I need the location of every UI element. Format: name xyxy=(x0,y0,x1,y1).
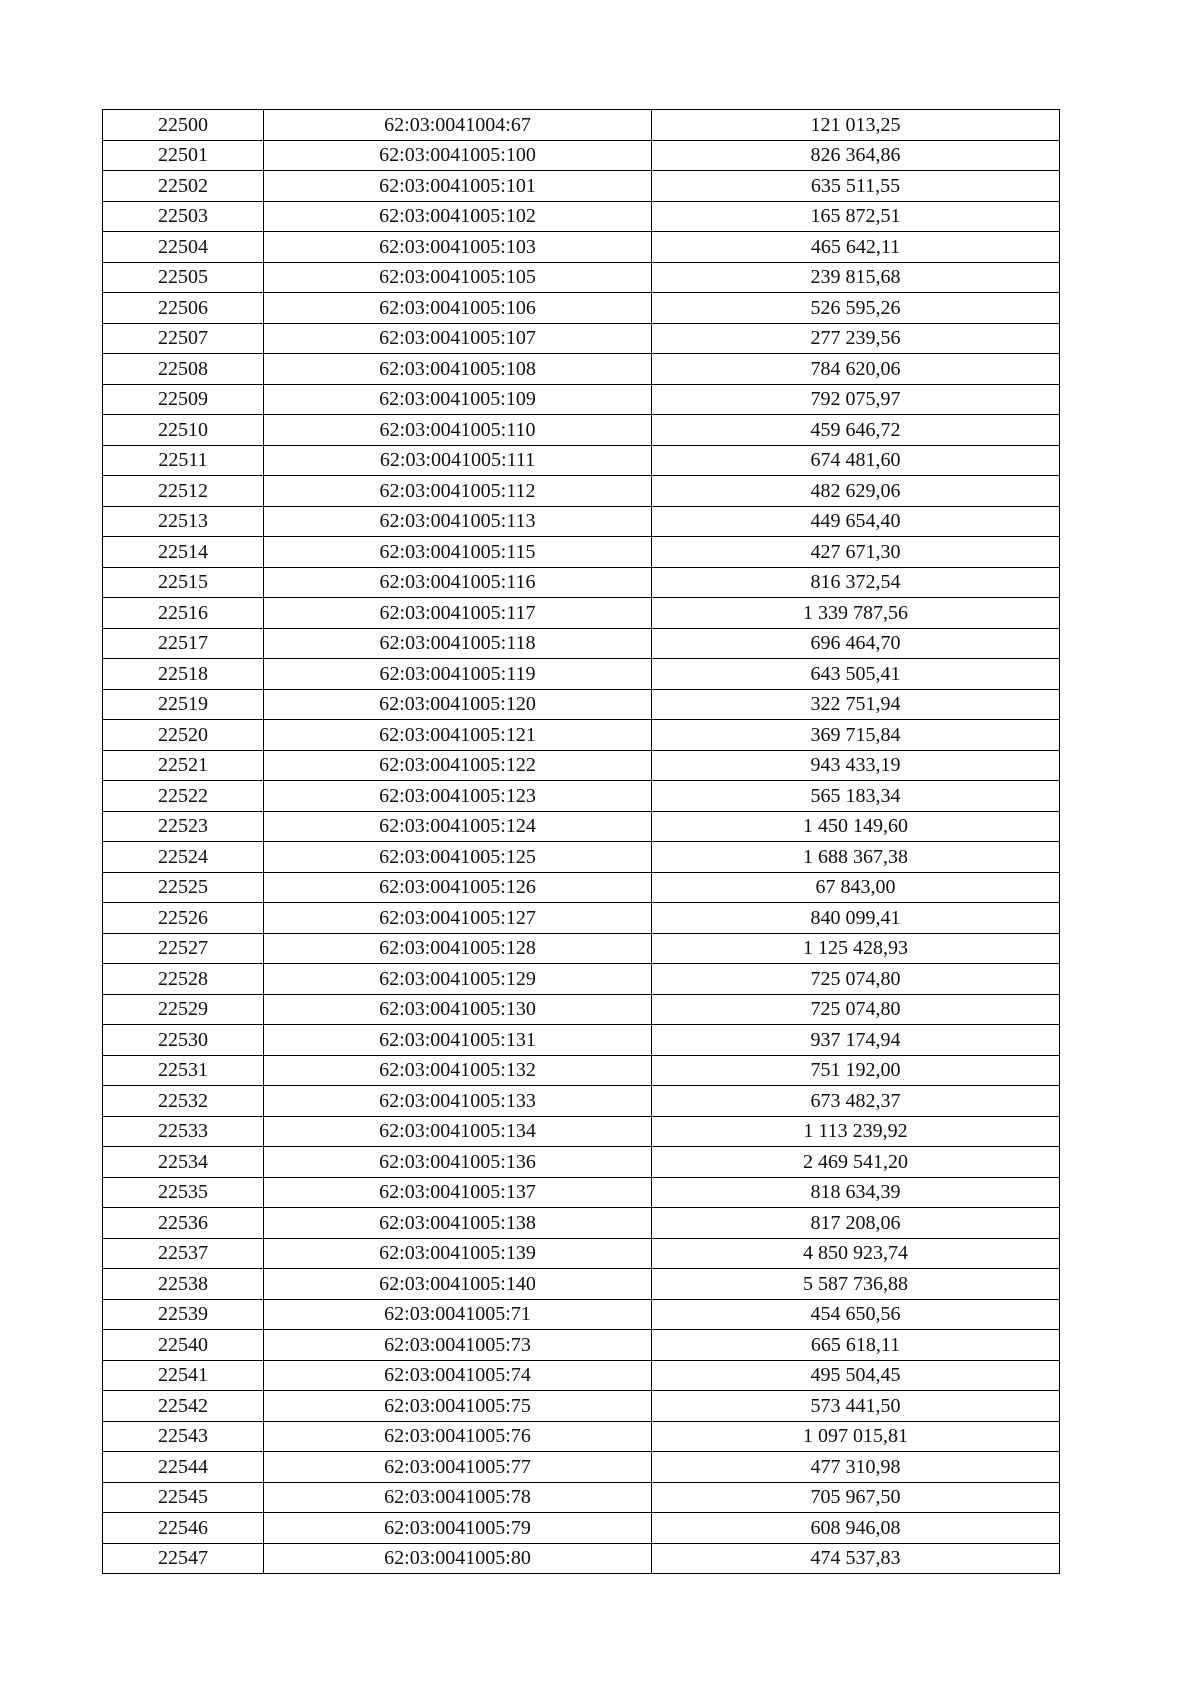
cadastral-value-cell: 165 872,51 xyxy=(652,201,1060,232)
cadastral-number-cell: 62:03:0041005:117 xyxy=(264,598,652,629)
table-row xyxy=(103,110,1060,141)
table-row xyxy=(103,1269,1060,1300)
row-number-cell: 22515 xyxy=(103,567,264,598)
table-row xyxy=(103,1208,1060,1239)
cadastral-value-cell: 477 310,98 xyxy=(652,1452,1060,1483)
row-number-cell: 22504 xyxy=(103,232,264,263)
cadastral-number-cell: 62:03:0041005:138 xyxy=(264,1208,652,1239)
table-row xyxy=(103,994,1060,1025)
row-number-cell: 22507 xyxy=(103,323,264,354)
row-number-cell: 22537 xyxy=(103,1238,264,1269)
table-row xyxy=(103,1513,1060,1544)
cadastral-number-cell: 62:03:0041005:126 xyxy=(264,872,652,903)
row-number-cell: 22524 xyxy=(103,842,264,873)
cadastral-value-cell: 608 946,08 xyxy=(652,1513,1060,1544)
cadastral-number-cell: 62:03:0041005:127 xyxy=(264,903,652,934)
cadastral-number-cell: 62:03:0041005:103 xyxy=(264,232,652,263)
cadastral-value-cell: 635 511,55 xyxy=(652,171,1060,202)
cadastral-number-cell: 62:03:0041005:133 xyxy=(264,1086,652,1117)
cadastral-number-cell: 62:03:0041005:136 xyxy=(264,1147,652,1178)
cadastral-number-cell: 62:03:0041005:119 xyxy=(264,659,652,690)
cadastral-number-cell: 62:03:0041005:80 xyxy=(264,1543,652,1574)
row-number-cell: 22529 xyxy=(103,994,264,1025)
row-number-cell: 22512 xyxy=(103,476,264,507)
row-number-cell: 22541 xyxy=(103,1360,264,1391)
row-number-cell: 22530 xyxy=(103,1025,264,1056)
cadastral-value-cell: 239 815,68 xyxy=(652,262,1060,293)
table-row xyxy=(103,720,1060,751)
cadastral-value-cell: 67 843,00 xyxy=(652,872,1060,903)
cadastral-value-cell: 459 646,72 xyxy=(652,415,1060,446)
cadastral-value-cell: 643 505,41 xyxy=(652,659,1060,690)
cadastral-value-cell: 482 629,06 xyxy=(652,476,1060,507)
cadastral-number-cell: 62:03:0041005:137 xyxy=(264,1177,652,1208)
table-row xyxy=(103,781,1060,812)
cadastral-value-cell: 937 174,94 xyxy=(652,1025,1060,1056)
cadastral-number-cell: 62:03:0041005:74 xyxy=(264,1360,652,1391)
table-row xyxy=(103,262,1060,293)
row-number-cell: 22536 xyxy=(103,1208,264,1239)
table-row xyxy=(103,659,1060,690)
cadastral-number-cell: 62:03:0041005:79 xyxy=(264,1513,652,1544)
cadastral-number-cell: 62:03:0041005:78 xyxy=(264,1482,652,1513)
table-row xyxy=(103,1025,1060,1056)
cadastral-number-cell: 62:03:0041005:77 xyxy=(264,1452,652,1483)
cadastral-number-cell: 62:03:0041005:100 xyxy=(264,140,652,171)
table-row xyxy=(103,811,1060,842)
row-number-cell: 22546 xyxy=(103,1513,264,1544)
cadastral-number-cell: 62:03:0041005:109 xyxy=(264,384,652,415)
cadastral-number-cell: 62:03:0041005:111 xyxy=(264,445,652,476)
table-row xyxy=(103,903,1060,934)
cadastral-number-cell: 62:03:0041005:106 xyxy=(264,293,652,324)
row-number-cell: 22509 xyxy=(103,384,264,415)
row-number-cell: 22538 xyxy=(103,1269,264,1300)
table-row xyxy=(103,628,1060,659)
row-number-cell: 22502 xyxy=(103,171,264,202)
row-number-cell: 22505 xyxy=(103,262,264,293)
cadastral-number-cell: 62:03:0041005:125 xyxy=(264,842,652,873)
row-number-cell: 22527 xyxy=(103,933,264,964)
cadastral-value-table xyxy=(102,109,1060,1574)
table-body xyxy=(103,110,1060,1574)
row-number-cell: 22545 xyxy=(103,1482,264,1513)
cadastral-number-cell: 62:03:0041005:120 xyxy=(264,689,652,720)
table-row xyxy=(103,964,1060,995)
row-number-cell: 22547 xyxy=(103,1543,264,1574)
cadastral-value-cell: 792 075,97 xyxy=(652,384,1060,415)
cadastral-value-cell: 526 595,26 xyxy=(652,293,1060,324)
cadastral-value-cell: 943 433,19 xyxy=(652,750,1060,781)
row-number-cell: 22528 xyxy=(103,964,264,995)
row-number-cell: 22523 xyxy=(103,811,264,842)
table-row xyxy=(103,1452,1060,1483)
cadastral-value-cell: 449 654,40 xyxy=(652,506,1060,537)
cadastral-value-cell: 1 113 239,92 xyxy=(652,1116,1060,1147)
row-number-cell: 22542 xyxy=(103,1391,264,1422)
row-number-cell: 22544 xyxy=(103,1452,264,1483)
table-row xyxy=(103,689,1060,720)
row-number-cell: 22506 xyxy=(103,293,264,324)
cadastral-number-cell: 62:03:0041005:130 xyxy=(264,994,652,1025)
row-number-cell: 22520 xyxy=(103,720,264,751)
table-row xyxy=(103,842,1060,873)
table-row xyxy=(103,1421,1060,1452)
cadastral-number-cell: 62:03:0041005:123 xyxy=(264,781,652,812)
table-row xyxy=(103,1055,1060,1086)
row-number-cell: 22543 xyxy=(103,1421,264,1452)
table-row xyxy=(103,506,1060,537)
table-row xyxy=(103,1147,1060,1178)
cadastral-value-cell: 751 192,00 xyxy=(652,1055,1060,1086)
cadastral-number-cell: 62:03:0041005:75 xyxy=(264,1391,652,1422)
table-row xyxy=(103,445,1060,476)
table-row xyxy=(103,354,1060,385)
cadastral-value-cell: 565 183,34 xyxy=(652,781,1060,812)
cadastral-value-cell: 322 751,94 xyxy=(652,689,1060,720)
cadastral-value-cell: 474 537,83 xyxy=(652,1543,1060,1574)
table-row xyxy=(103,1086,1060,1117)
cadastral-number-cell: 62:03:0041005:71 xyxy=(264,1299,652,1330)
table-row xyxy=(103,1299,1060,1330)
row-number-cell: 22518 xyxy=(103,659,264,690)
cadastral-number-cell: 62:03:0041005:112 xyxy=(264,476,652,507)
cadastral-number-cell: 62:03:0041005:118 xyxy=(264,628,652,659)
row-number-cell: 22522 xyxy=(103,781,264,812)
cadastral-value-cell: 826 364,86 xyxy=(652,140,1060,171)
row-number-cell: 22508 xyxy=(103,354,264,385)
cadastral-value-cell: 673 482,37 xyxy=(652,1086,1060,1117)
table-row xyxy=(103,1238,1060,1269)
cadastral-value-cell: 1 450 149,60 xyxy=(652,811,1060,842)
cadastral-value-cell: 674 481,60 xyxy=(652,445,1060,476)
table-row xyxy=(103,598,1060,629)
cadastral-value-cell: 1 688 367,38 xyxy=(652,842,1060,873)
table-row xyxy=(103,1543,1060,1574)
cadastral-value-cell: 277 239,56 xyxy=(652,323,1060,354)
table-row xyxy=(103,1116,1060,1147)
cadastral-number-cell: 62:03:0041005:132 xyxy=(264,1055,652,1086)
cadastral-number-cell: 62:03:0041005:107 xyxy=(264,323,652,354)
table-row xyxy=(103,232,1060,263)
row-number-cell: 22500 xyxy=(103,110,264,141)
cadastral-value-cell: 369 715,84 xyxy=(652,720,1060,751)
table-row xyxy=(103,201,1060,232)
row-number-cell: 22503 xyxy=(103,201,264,232)
cadastral-number-cell: 62:03:0041005:101 xyxy=(264,171,652,202)
table-row xyxy=(103,323,1060,354)
cadastral-value-cell: 495 504,45 xyxy=(652,1360,1060,1391)
cadastral-number-cell: 62:03:0041005:115 xyxy=(264,537,652,568)
cadastral-value-cell: 840 099,41 xyxy=(652,903,1060,934)
table-row xyxy=(103,750,1060,781)
cadastral-value-cell: 4 850 923,74 xyxy=(652,1238,1060,1269)
row-number-cell: 22531 xyxy=(103,1055,264,1086)
cadastral-value-cell: 5 587 736,88 xyxy=(652,1269,1060,1300)
cadastral-number-cell: 62:03:0041005:121 xyxy=(264,720,652,751)
row-number-cell: 22514 xyxy=(103,537,264,568)
row-number-cell: 22511 xyxy=(103,445,264,476)
cadastral-value-cell: 817 208,06 xyxy=(652,1208,1060,1239)
table-row xyxy=(103,171,1060,202)
cadastral-value-cell: 2 469 541,20 xyxy=(652,1147,1060,1178)
cadastral-number-cell: 62:03:0041005:110 xyxy=(264,415,652,446)
row-number-cell: 22521 xyxy=(103,750,264,781)
cadastral-value-cell: 725 074,80 xyxy=(652,964,1060,995)
cadastral-number-cell: 62:03:0041005:108 xyxy=(264,354,652,385)
cadastral-number-cell: 62:03:0041005:134 xyxy=(264,1116,652,1147)
table-row xyxy=(103,933,1060,964)
cadastral-value-cell: 705 967,50 xyxy=(652,1482,1060,1513)
cadastral-number-cell: 62:03:0041004:67 xyxy=(264,110,652,141)
row-number-cell: 22501 xyxy=(103,140,264,171)
cadastral-value-cell: 818 634,39 xyxy=(652,1177,1060,1208)
cadastral-value-cell: 816 372,54 xyxy=(652,567,1060,598)
row-number-cell: 22540 xyxy=(103,1330,264,1361)
row-number-cell: 22519 xyxy=(103,689,264,720)
row-number-cell: 22532 xyxy=(103,1086,264,1117)
table-row xyxy=(103,567,1060,598)
cadastral-value-cell: 454 650,56 xyxy=(652,1299,1060,1330)
row-number-cell: 22534 xyxy=(103,1147,264,1178)
cadastral-number-cell: 62:03:0041005:105 xyxy=(264,262,652,293)
table-row xyxy=(103,872,1060,903)
row-number-cell: 22513 xyxy=(103,506,264,537)
table-row xyxy=(103,1482,1060,1513)
cadastral-value-cell: 725 074,80 xyxy=(652,994,1060,1025)
cadastral-number-cell: 62:03:0041005:122 xyxy=(264,750,652,781)
cadastral-number-cell: 62:03:0041005:129 xyxy=(264,964,652,995)
cadastral-number-cell: 62:03:0041005:102 xyxy=(264,201,652,232)
cadastral-number-cell: 62:03:0041005:73 xyxy=(264,1330,652,1361)
table-row xyxy=(103,1177,1060,1208)
row-number-cell: 22510 xyxy=(103,415,264,446)
table-row xyxy=(103,140,1060,171)
cadastral-value-cell: 784 620,06 xyxy=(652,354,1060,385)
row-number-cell: 22526 xyxy=(103,903,264,934)
cadastral-value-cell: 1 097 015,81 xyxy=(652,1421,1060,1452)
cadastral-value-cell: 121 013,25 xyxy=(652,110,1060,141)
cadastral-number-cell: 62:03:0041005:139 xyxy=(264,1238,652,1269)
cadastral-number-cell: 62:03:0041005:128 xyxy=(264,933,652,964)
table-row xyxy=(103,415,1060,446)
row-number-cell: 22535 xyxy=(103,1177,264,1208)
table-row xyxy=(103,1330,1060,1361)
cadastral-value-cell: 696 464,70 xyxy=(652,628,1060,659)
cadastral-number-cell: 62:03:0041005:124 xyxy=(264,811,652,842)
cadastral-number-cell: 62:03:0041005:131 xyxy=(264,1025,652,1056)
table-row xyxy=(103,1391,1060,1422)
cadastral-number-cell: 62:03:0041005:113 xyxy=(264,506,652,537)
cadastral-value-cell: 573 441,50 xyxy=(652,1391,1060,1422)
row-number-cell: 22517 xyxy=(103,628,264,659)
table-row xyxy=(103,1360,1060,1391)
cadastral-value-cell: 665 618,11 xyxy=(652,1330,1060,1361)
row-number-cell: 22533 xyxy=(103,1116,264,1147)
table-row xyxy=(103,384,1060,415)
table-row xyxy=(103,476,1060,507)
row-number-cell: 22539 xyxy=(103,1299,264,1330)
cadastral-number-cell: 62:03:0041005:76 xyxy=(264,1421,652,1452)
cadastral-number-cell: 62:03:0041005:140 xyxy=(264,1269,652,1300)
cadastral-value-cell: 427 671,30 xyxy=(652,537,1060,568)
cadastral-number-cell: 62:03:0041005:116 xyxy=(264,567,652,598)
cadastral-value-cell: 1 125 428,93 xyxy=(652,933,1060,964)
cadastral-value-cell: 1 339 787,56 xyxy=(652,598,1060,629)
table-row xyxy=(103,537,1060,568)
row-number-cell: 22525 xyxy=(103,872,264,903)
cadastral-value-cell: 465 642,11 xyxy=(652,232,1060,263)
row-number-cell: 22516 xyxy=(103,598,264,629)
table-row xyxy=(103,293,1060,324)
